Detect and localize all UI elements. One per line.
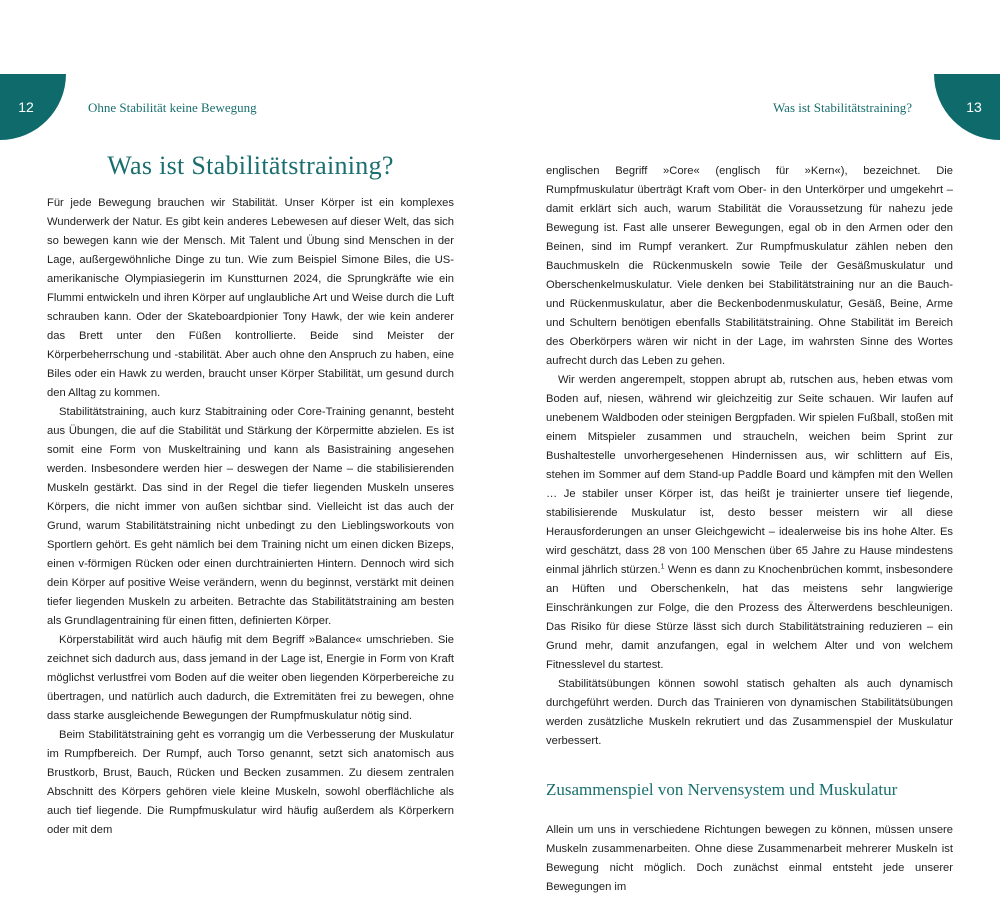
chapter-title: Was ist Stabilitätstraining? <box>107 151 394 180</box>
left-column <box>47 150 454 840</box>
body-paragraph <box>546 371 953 675</box>
body-paragraph: Körperstabilität wird auch häufig mit dem Begriff »Balance« umschrieben. Sie zeichnet sich dadurch aus, dass jemand in der Lage ist, Energie in Form von Kraft möglichst verlustfrei vom Boden auf die weiter oben liegenden Körperbereiche zu übertragen, und natürlich auch dadurch, die Extremitäten frei zu bewegen, ohne dass starke ausgleichende Bewegungen der Rumpfmuskulatur nötig sind. <box>47 634 454 722</box>
body-paragraph: englischen Begriff »Core« (englisch für »Kern«), bezeichnet. Die Rumpfmuskulatur überträgt Kraft vom Ober- in den Unterkörper und umgekehrt – damit erklärt sich auch, warum Stabilität die Voraussetzung für nahezu jede Bewegung ist. Fast alle unserer Bewegungen, egal ob in den Armen oder den Beinen, sind im Rumpf verankert. Zur Rumpfmuskulatur zählen neben den Bauchmuskeln die Rückenmuskeln sowie Teile der Gesäßmuskulatur und Oberschenkelmuskulatur. Viele denken bei Stabilitätstraining nur an die Bauch- und Rückenmuskulatur, aber die Beckenbodenmuskulatur, Gesäß, Beine, Arme und Schultern benötigen ebenfalls Stabilitätstraining. Ohne Stabilität im Bereich des Oberkörpers wären wir nicht in der Lage, im wahrsten Sinne des Wortes aufrecht durch das Leben zu gehen. <box>546 165 953 367</box>
body-paragraph: Für jede Bewegung brauchen wir Stabilität. Unser Körper ist ein komplexes Wunderwerk der Natur. Es gibt kein anderes Lebewesen auf dieser Welt, das sich so bewegen kann wie der Mensch. Mit Talent und Übung sind Menschen in der Lage, außergewöhnliche Dinge zu tun. Wie zum Beispiel Simone Biles, die US-amerikanische Olympiasiegerin im Kunstturnen 2024, die Sprungkräfte wie ein Flummi entwickeln und ihren Körper auf unglaubliche Art und Weise durch die Luft schrauben kann. Oder der Skateboardpionier Tony Hawk, der wie kein anderer das Brett unter den Füßen kontrollierte. Beide sind Meister der Körperbeherrschung und -stabilität. Aber auch ohne den Anspruch zu haben, eine Biles oder ein Hawk zu werden, braucht unser Körper Stabilität, um gesund durch den Alltag zu kommen. <box>47 197 454 399</box>
page-number-left-text: 12 <box>18 99 34 115</box>
body-paragraph: Beim Stabilitätstraining geht es vorrangig um die Verbesserung der Muskulatur im Rumpfbereich. Der Rumpf, auch Torso genannt, setzt sich anatomisch aus Brustkorb, Brust, Bauch, Rücken und Becken zusammen. Zu diesem zentralen Abschnitt des Körpers gehören viele kleine Muskeln, sowohl oberflächliche als auch tief liegende. Die Rumpfmuskulatur wird häufig außerdem als Körperkern oder mit dem <box>47 729 454 836</box>
body-paragraph: Allein um uns in verschiedene Richtungen bewegen zu können, müssen unsere Muskeln zusammenarbeiten. Ohne diese Zusammenarbeit mehrerer Muskeln ist Bewegung nicht möglich. Doch zunächst einmal entsteht jede unserer Bewegungen im <box>546 824 953 893</box>
body-paragraph: Stabilitätstraining, auch kurz Stabitraining oder Core-Training genannt, besteht aus Übungen, die auf die Stabilität und Stärkung der Körpermitte abzielen. Es ist somit eine Form von Muskeltraining und kann als Basistraining angesehen werden. Insbesondere werden hier – deswegen der Name – die stabilisierenden Muskeln gestärkt. Das sind in der Regel die tiefer liegenden Muskeln unseres Körpers, die nicht immer von außen sichtbar sind. Vielleicht ist das auch der Grund, warum Stabilitätstraining nicht unbedingt zu den Lieblingsworkouts von Sportlern gehört. Es geht nämlich bei dem Training nicht um einen dicken Bizeps, einen v-förmigen Rücken oder einen durchtrainierten Hintern. Dennoch wird sich dein Körper auf positive Weise verändern, wenn du beginnst, verstärkt mit deinen tiefer liegenden Muskeln zu arbeiten. Betrachte das Stabilitätstraining am besten als Grundlagentraining für einen fitten, definierten Körper. <box>47 406 454 627</box>
page-number-right <box>934 74 1000 140</box>
running-head-right: Was ist Stabilitätstraining? <box>772 100 912 115</box>
page-number-left <box>0 74 66 140</box>
section-heading: Zusammenspiel von Nervensystem und Muskulatur <box>546 780 898 799</box>
right-column <box>546 162 953 897</box>
paragraph-text-cont: Wenn es dann zu Knochenbrüchen kommt, insbesondere an Hüften und Oberschenkeln, hat das meistens sehr langwierige Einschränkungen zur Folge, die den Prozess des Älterwerdens beschleunigen. Das Risiko für diese Stürze lässt sich durch Stabilitätstraining reduzieren – ein Grund mehr, damit anzufangen, egal in welchem Alter und von welchem Fitnesslevel du startest. <box>546 564 953 671</box>
running-head-left: Ohne Stabilität keine Bewegung <box>88 100 257 115</box>
footnote-marker: 1 <box>660 563 665 571</box>
body-paragraph: Stabilitätsübungen können sowohl statisch gehalten als auch dynamisch durchgeführt werden. Durch das Trainieren von dynamischen Stabilitätsübungen werden zusätzliche Muskeln rekrutiert und das Zusammenspiel der Muskulatur verbessert. <box>546 678 953 747</box>
page-number-right-text: 13 <box>966 99 982 115</box>
paragraph-text: Wir werden angerempelt, stoppen abrupt ab, rutschen aus, heben etwas vom Boden auf, niesen, während wir gleichzeitig zur Seite schauen. Wir laufen auf unebenem Waldboden oder steinigen Bergpfaden. Wir spielen Fußball, stoßen mit einem Mitspieler zusammen und straucheln, weichen beim Sprint zur Bushaltestelle unvorhergesehenen Hindernissen aus, wir schlittern auf Eis, stehen im Sommer auf dem Stand-up Paddle Board und kämpfen mit den Wellen … Je stabiler unser Körper ist, das heißt je trainierter unsere tief liegende, stabilisierende Muskulatur ist, desto besser meistern wir all diese Herausforderungen an unser Gleichgewicht – idealerweise bis ins hohe Alter. Es wird geschätzt, dass 28 von 100 Menschen über 65 Jahre zu Hause mindestens einmal jährlich stürzen. <box>546 374 953 576</box>
